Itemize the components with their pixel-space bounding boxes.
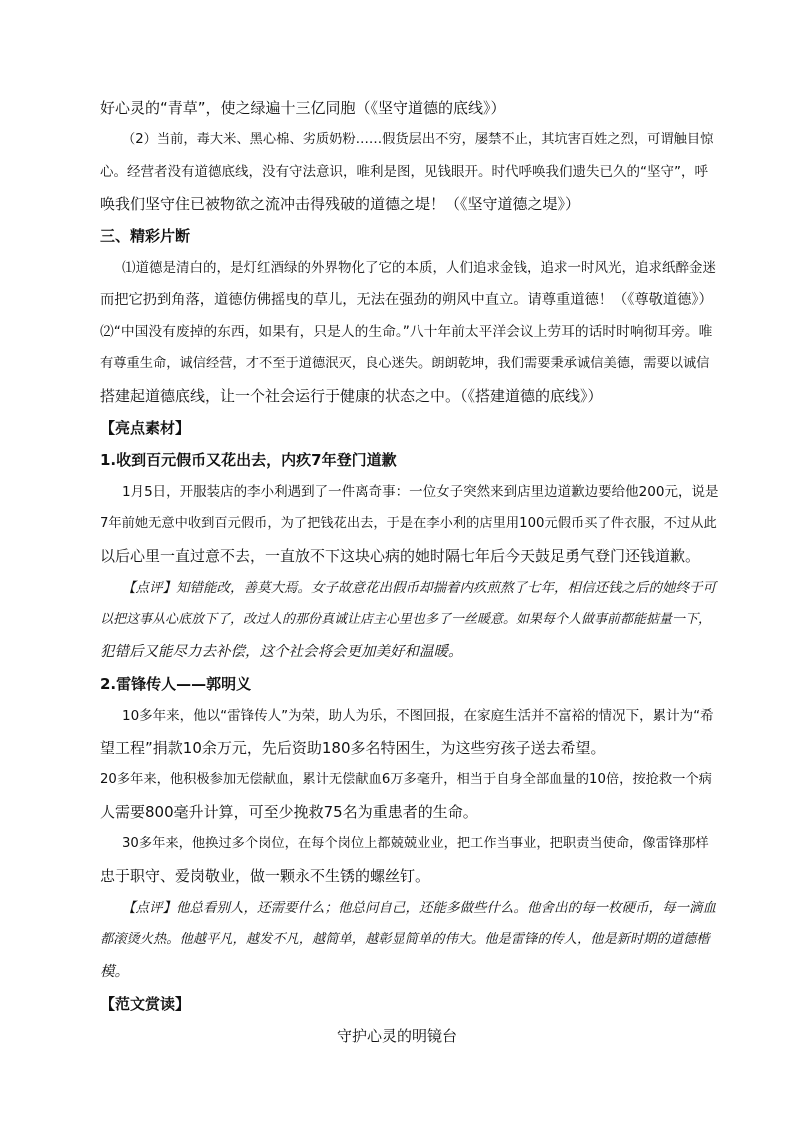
essay-title: 守护心灵的明镜台 <box>336 1027 457 1045</box>
paragraph-line: （2）当前，毒大米、黑心棉、劣质奶粉……假货层出不穷，屡禁不止，其坑害百姓之烈，可谓触目惊 <box>122 132 714 147</box>
comment-line: 犯错后又能尽力去补偿，这个社会将会更加美好和温暖。 <box>100 644 463 660</box>
section-heading: 【范文赏读】 <box>100 995 191 1013</box>
paragraph-line: 忠于职守、爱岗敬业，做一颗永不生锈的螺丝钉。 <box>100 867 431 885</box>
paragraph-line: 以后心里一直过意不去，一直放不下这块心病的她时隔七年后今天鼓足勇气登门还钱道歉。 <box>100 547 701 565</box>
paragraph-line: 7年前她无意中收到百元假币，为了把钱花出去，于是在李小利的店里用100元假币买了件衣服，不过从此 <box>100 516 717 531</box>
paragraph-line: 搭建起道德底线，让一个社会运行于健康的状态之中。（《搭建道德的底线》） <box>100 387 603 405</box>
section-heading: 【亮点素材】 <box>100 419 191 437</box>
paragraph-line: 30多年来，他换过多个岗位，在每个岗位上都兢兢业业，把工作当事业，把职责当使命，像雷锋那样 <box>122 836 709 851</box>
paragraph-line: 好心灵的“青草”，使之绿遍十三亿同胞（《坚守道德的底线》） <box>100 99 506 117</box>
material-title: 1.收到百元假币又花出去，内疚7年登门道歉 <box>100 451 397 469</box>
section-heading: 三、精彩片断 <box>100 227 191 245</box>
comment-line: 【点评】知错能改，善莫大焉。女子故意花出假币却揣着内疚煎熬了七年，相信还钱之后的她终于可 <box>122 580 716 596</box>
comment-line: 以把这事从心底放下了，改过人的那份真诚让店主心里也多了一丝暖意。如果每个人做事前都能掂量一下， <box>100 612 712 627</box>
paragraph-line: 人需要800毫升计算，可至少挽救75名为重患者的生命。 <box>100 803 478 821</box>
paragraph-line: 唤我们坚守住已被物欲之流冲击得残破的道德之堤！（《坚守道德之堤》） <box>100 195 581 213</box>
paragraph-line: 望工程”捐款10余万元，先后资助180多名特困生，为这些穷孩子送去希望。 <box>100 739 606 757</box>
paragraph-line: ⑴道德是清白的，是灯红酒绿的外界物化了它的本质，人们追求金钱，追求一时风光，追求纸醉金迷 <box>122 260 716 276</box>
paragraph-line: 有尊重生命，诚信经营，才不至于道德泯灭，良心迷失。朗朗乾坤，我们需要秉承诚信美德，需要以诚信 <box>100 356 710 371</box>
comment-line: 【点评】他总看别人，还需要什么；他总问自己，还能多做些什么。他舍出的每一枚硬币，每一滴血 <box>122 900 716 916</box>
comment-line: 模。 <box>100 964 129 980</box>
material-title: 2.雷锋传人——郭明义 <box>100 675 252 693</box>
paragraph-line: 而把它扔到角落，道德仿佛摇曳的草儿，无法在强劲的朔风中直立。请尊重道德！（《尊敬道德》） <box>100 292 713 308</box>
paragraph-line: 10多年来，他以“雷锋传人”为荣，助人为乐，不图回报，在家庭生活并不富裕的情况下，累计为“希 <box>122 708 714 724</box>
paragraph-line: 心。经营者没有道德底线，没有守法意识，唯利是图，见钱眼开。时代呼唤我们遗失已久的“坚守”，呼 <box>100 164 708 180</box>
paragraph-line: ⑵“中国没有废掉的东西，如果有，只是人的生命。”八十年前太平洋会议上劳耳的话时时响彻耳旁。唯 <box>100 324 713 340</box>
paragraph-line: 1月5日，开服装店的李小利遇到了一件离奇事：一位女子突然来到店里边道歉边要给他200元，说是 <box>122 484 719 500</box>
comment-line: 都滚烫火热。他越平凡，越发不凡，越简单，越彰显简单的伟大。他是雷锋的传人，他是新时期的道德楷 <box>100 932 710 947</box>
paragraph-line: 20多年来，他积极参加无偿献血，累计无偿献血6万多毫升，相当于自身全部血量的10倍，按抢救一个病 <box>100 772 712 787</box>
